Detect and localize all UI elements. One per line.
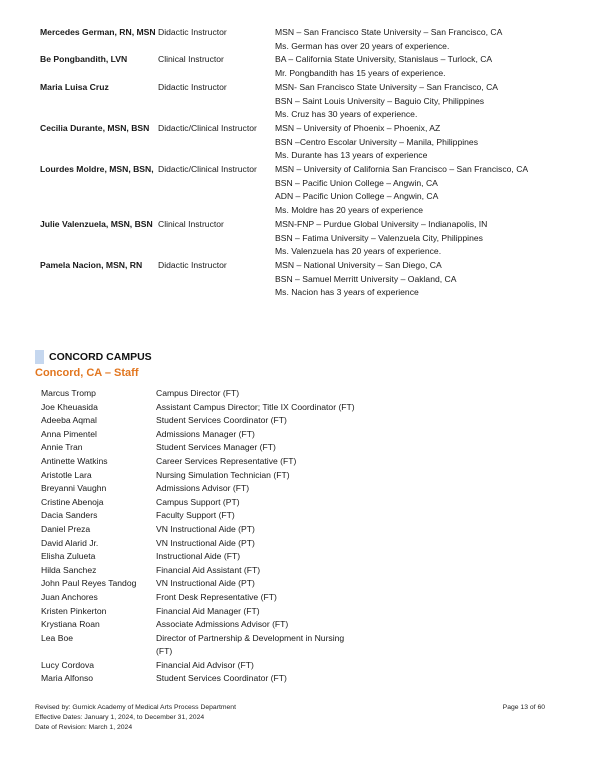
faculty-name: Mercedes German, RN, MSN xyxy=(40,27,156,37)
footer-effective-dates: Effective Dates: January 1, 2024, to December 31, 2024 xyxy=(35,714,205,721)
faculty-role: Clinical Instructor xyxy=(158,218,224,229)
page-footer xyxy=(35,703,545,733)
credential-line: Ms. Durante has 13 years of experience xyxy=(275,150,428,161)
faculty-credentials xyxy=(275,53,560,80)
staff-row xyxy=(41,482,356,496)
credential-line: BSN – Fatima University – Valenzuela City, Philippines xyxy=(275,232,483,243)
staff-role: Faculty Support (FT) xyxy=(156,510,235,521)
staff-name: Adeeba Aqmal xyxy=(41,415,97,426)
footer-revised-by: Revised by: Gurnick Academy of Medical Arts Process Department xyxy=(35,704,236,711)
staff-row xyxy=(41,672,356,686)
staff-row xyxy=(41,496,356,510)
staff-name: Daniel Preza xyxy=(41,523,91,534)
faculty-row xyxy=(40,218,560,259)
credential-line: MSN-FNP – Purdue Global University – Indianapolis, IN xyxy=(275,218,488,229)
credential-line: Ms. German has over 20 years of experience. xyxy=(275,40,450,51)
credential-line: MSN- San Francisco State University – San Francisco, CA xyxy=(275,81,499,92)
staff-role: Admissions Advisor (FT) xyxy=(156,483,250,494)
staff-role: Campus Support (PT) xyxy=(156,496,240,507)
staff-name: Antinette Watkins xyxy=(41,455,108,466)
credential-line: BSN – Pacific Union College – Angwin, CA xyxy=(275,177,438,188)
staff-role: Campus Director (FT) xyxy=(156,388,240,398)
credential-line: MSN – University of California San Francisco – San Francisco, CA xyxy=(275,164,529,175)
staff-name: John Paul Reyes Tandog xyxy=(41,578,137,589)
staff-role: Financial Aid Assistant (FT) xyxy=(156,564,261,575)
credential-line: Ms. Nacion has 3 years of experience xyxy=(275,287,419,298)
faculty-row xyxy=(40,122,560,163)
footer-revision-date: Date of Revision: March 1, 2024 xyxy=(35,724,133,731)
staff-row xyxy=(41,441,356,455)
faculty-credentials xyxy=(275,218,560,259)
faculty-role: Didactic/Clinical Instructor xyxy=(158,164,257,175)
staff-row xyxy=(41,537,356,551)
staff-name: Maria Alfonso xyxy=(41,673,94,684)
faculty-row xyxy=(40,53,560,80)
page-number: Page 13 of 60 xyxy=(502,704,545,711)
staff-role: Director of Partnership & Development in Nursing (FT) xyxy=(156,632,345,657)
staff-role: VN Instructional Aide (PT) xyxy=(156,537,255,548)
staff-row xyxy=(41,564,356,578)
staff-role: Financial Aid Advisor (FT) xyxy=(156,659,254,670)
staff-row xyxy=(41,523,356,537)
faculty-table xyxy=(40,26,560,300)
staff-row xyxy=(41,591,356,605)
credential-line: MSN – National University – San Diego, CA xyxy=(275,259,442,270)
campus-heading xyxy=(35,350,152,364)
staff-role: Student Services Coordinator (FT) xyxy=(156,673,287,684)
faculty-credentials xyxy=(275,26,560,53)
staff-name: Anna Pimentel xyxy=(41,428,97,439)
faculty-row xyxy=(40,81,560,122)
faculty-name: Be Pongbandith, LVN xyxy=(40,54,128,65)
staff-name: Breyanni Vaughn xyxy=(41,483,107,494)
credential-line: Ms. Moldre has 20 years of experience xyxy=(275,205,424,216)
staff-row xyxy=(41,605,356,619)
faculty-credentials xyxy=(275,81,560,122)
faculty-row xyxy=(40,259,560,300)
faculty-role: Didactic/Clinical Instructor xyxy=(158,122,257,133)
staff-name: Kristen Pinkerton xyxy=(41,605,107,616)
faculty-role: Clinical Instructor xyxy=(158,54,224,65)
faculty-credentials xyxy=(275,163,560,218)
faculty-role: Didactic Instructor xyxy=(158,81,227,92)
staff-name: Marcus Tromp xyxy=(41,388,96,398)
credential-line: Ms. Valenzuela has 20 years of experience. xyxy=(275,246,442,257)
credential-line: MSN – San Francisco State University – San Francisco, CA xyxy=(275,27,503,37)
staff-name: David Alarid Jr. xyxy=(41,537,99,548)
staff-table xyxy=(41,387,356,686)
credential-line: ADN – Pacific Union College – Angwin, CA xyxy=(275,191,439,202)
staff-name: Lea Boe xyxy=(41,632,74,643)
staff-name: Juan Anchores xyxy=(41,591,98,602)
campus-title: CONCORD CAMPUS xyxy=(49,351,152,363)
staff-role: Instructional Aide (FT) xyxy=(156,551,241,562)
campus-subtitle: Concord, CA – Staff xyxy=(35,367,139,379)
staff-row xyxy=(41,550,356,564)
staff-row xyxy=(41,659,356,673)
staff-row xyxy=(41,414,356,428)
faculty-role: Didactic Instructor xyxy=(158,27,227,37)
faculty-credentials xyxy=(275,122,560,163)
credential-line: BSN – Samuel Merritt University – Oakland, CA xyxy=(275,273,457,284)
credential-line: Ms. Cruz has 30 years of experience. xyxy=(275,109,418,120)
staff-name: Cristine Abenoja xyxy=(41,496,104,507)
staff-role: Financial Aid Manager (FT) xyxy=(156,605,260,616)
credential-line: BSN –Centro Escolar University – Manila, Philippines xyxy=(275,136,478,147)
faculty-row xyxy=(40,163,560,218)
staff-row xyxy=(41,455,356,469)
staff-name: Elisha Zulueta xyxy=(41,551,96,562)
credential-line: BSN – Saint Louis University – Baguio City, Philippines xyxy=(275,95,485,106)
credential-line: MSN – University of Phoenix – Phoenix, AZ xyxy=(275,122,441,133)
faculty-name: Cecilia Durante, MSN, BSN xyxy=(40,122,150,133)
heading-marker xyxy=(35,350,44,364)
staff-role: Student Services Manager (FT) xyxy=(156,442,276,453)
faculty-role: Didactic Instructor xyxy=(158,259,227,270)
staff-name: Joe Kheuasida xyxy=(41,401,98,412)
faculty-name: Lourdes Moldre, MSN, BSN, xyxy=(40,164,154,175)
staff-row xyxy=(41,387,356,401)
faculty-credentials xyxy=(275,259,560,300)
staff-role: Student Services Coordinator (FT) xyxy=(156,415,287,426)
staff-role: Admissions Manager (FT) xyxy=(156,428,255,439)
staff-name: Annie Tran xyxy=(41,442,83,453)
staff-role: VN Instructional Aide (PT) xyxy=(156,578,255,589)
staff-row xyxy=(41,428,356,442)
staff-name: Lucy Cordova xyxy=(41,659,95,670)
staff-row xyxy=(41,632,356,659)
staff-role: Assistant Campus Director; Title IX Coordinator (FT) xyxy=(156,401,355,412)
faculty-name: Julie Valenzuela, MSN, BSN xyxy=(40,218,153,229)
staff-row xyxy=(41,469,356,483)
staff-role: Front Desk Representative (FT) xyxy=(156,591,277,602)
staff-row xyxy=(41,577,356,591)
credential-line: BA – California State University, Stanislaus – Turlock, CA xyxy=(275,54,493,65)
staff-row xyxy=(41,618,356,632)
staff-role: Nursing Simulation Technician (FT) xyxy=(156,469,290,480)
staff-name: Aristotle Lara xyxy=(41,469,92,480)
faculty-name: Pamela Nacion, MSN, RN xyxy=(40,259,143,270)
staff-name: Krystiana Roan xyxy=(41,619,100,630)
staff-row xyxy=(41,509,356,523)
staff-name: Hilda Sanchez xyxy=(41,564,97,575)
staff-role: Associate Admissions Advisor (FT) xyxy=(156,619,289,630)
staff-name: Dacia Sanders xyxy=(41,510,98,521)
faculty-name: Maria Luisa Cruz xyxy=(40,81,109,92)
faculty-row xyxy=(40,26,560,53)
credential-line: Mr. Pongbandith has 15 years of experience. xyxy=(275,68,446,79)
staff-role: Career Services Representative (FT) xyxy=(156,455,297,466)
staff-row xyxy=(41,401,356,415)
staff-role: VN Instructional Aide (PT) xyxy=(156,523,255,534)
